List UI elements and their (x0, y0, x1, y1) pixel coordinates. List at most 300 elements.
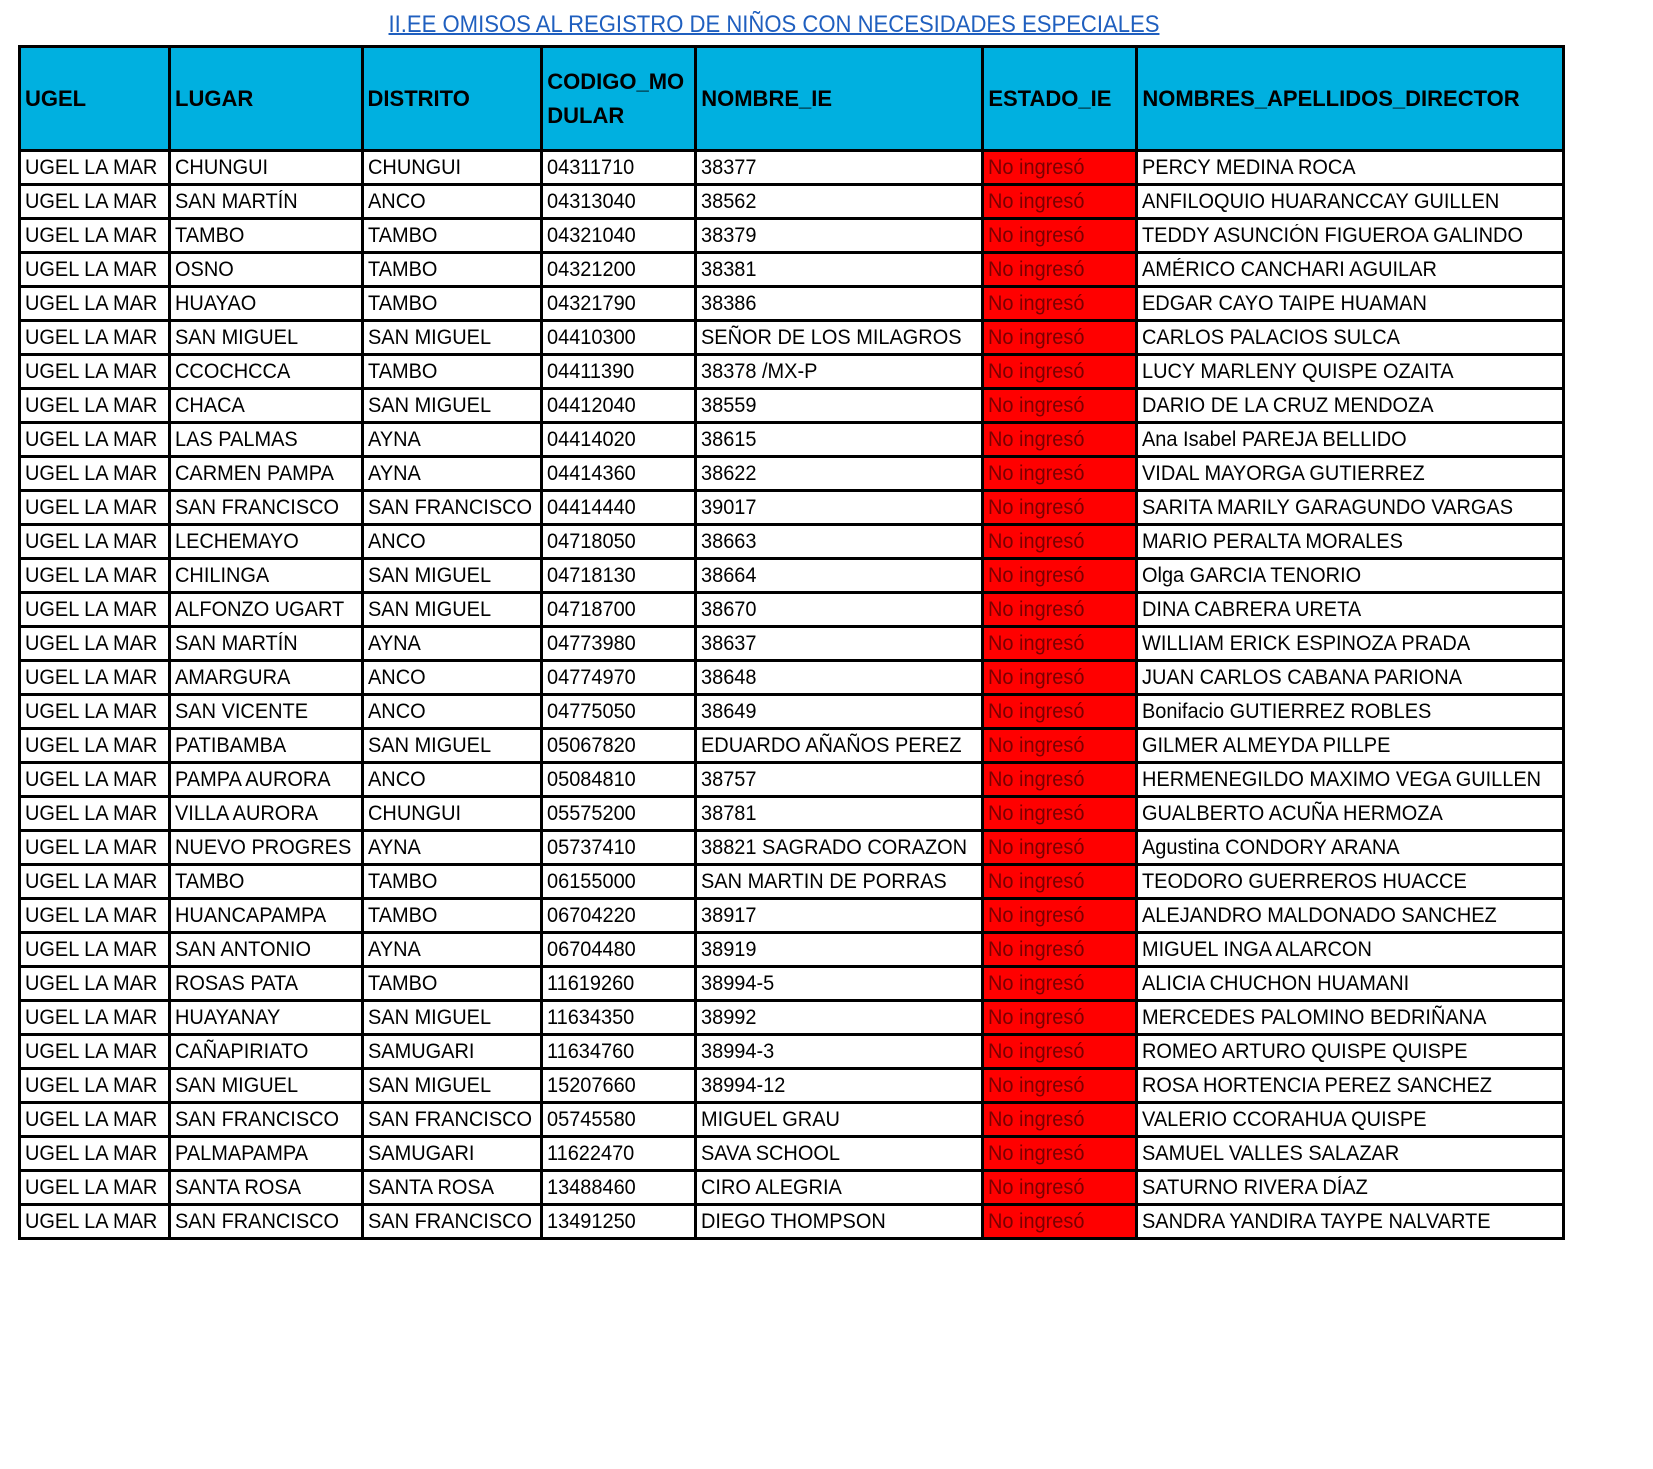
table-row (20, 899, 1564, 933)
table-row (20, 729, 1564, 763)
cell-ugel (20, 253, 170, 287)
cell-distrito (362, 695, 542, 729)
cell-nombre-ie-text: 38386 (701, 292, 757, 315)
cell-nombre-ie (696, 1035, 983, 1069)
cell-lugar-text: SAN ANTONIO (175, 938, 311, 961)
cell-nombre-ie-text: CIRO ALEGRIA (701, 1176, 843, 1199)
cell-lugar-text: PAMPA AURORA (175, 768, 331, 791)
cell-nombre-ie (696, 1205, 983, 1239)
cell-codigo-modular-text: 05067820 (547, 734, 636, 757)
cell-ugel-text: UGEL LA MAR (25, 462, 158, 485)
cell-distrito-text: SAN MIGUEL (367, 1006, 491, 1029)
cell-distrito-text: AYNA (367, 462, 421, 485)
cell-codigo-modular (542, 219, 696, 253)
cell-estado-ie-text: No ingresó (988, 802, 1085, 825)
cell-ugel-text: UGEL LA MAR (25, 904, 158, 927)
cell-lugar (170, 151, 363, 185)
cell-nombre-ie-text: 38663 (701, 530, 757, 553)
cell-nombre-ie-text: 38377 (701, 156, 757, 179)
cell-estado-ie (983, 457, 1137, 491)
cell-codigo-modular (542, 1171, 696, 1205)
cell-director-text: DARIO DE LA CRUZ MENDOZA (1142, 394, 1434, 417)
cell-lugar (170, 1205, 363, 1239)
table-row (20, 627, 1564, 661)
cell-estado-ie (983, 219, 1137, 253)
table-row (20, 967, 1564, 1001)
cell-ugel-text: UGEL LA MAR (25, 972, 158, 995)
cell-lugar (170, 899, 363, 933)
cell-codigo-modular (542, 763, 696, 797)
cell-ugel (20, 423, 170, 457)
cell-ugel (20, 831, 170, 865)
cell-director (1137, 1103, 1564, 1137)
cell-director (1137, 457, 1564, 491)
cell-nombre-ie-text: 38379 (701, 224, 757, 247)
cell-distrito (362, 1103, 542, 1137)
cell-nombre-ie (696, 729, 983, 763)
cell-ugel-text: UGEL LA MAR (25, 224, 158, 247)
cell-codigo-modular (542, 321, 696, 355)
cell-estado-ie (983, 389, 1137, 423)
cell-ugel-text: UGEL LA MAR (25, 1108, 158, 1131)
cell-codigo-modular (542, 389, 696, 423)
cell-estado-ie-text: No ingresó (988, 734, 1085, 757)
cell-estado-ie-text: No ingresó (988, 428, 1085, 451)
cell-nombre-ie-text: 38670 (701, 598, 757, 621)
cell-ugel (20, 287, 170, 321)
cell-lugar (170, 763, 363, 797)
cell-estado-ie-text: No ingresó (988, 1176, 1085, 1199)
cell-codigo-modular (542, 899, 696, 933)
cell-distrito (362, 491, 542, 525)
cell-estado-ie (983, 865, 1137, 899)
table-row (20, 797, 1564, 831)
cell-director-text: LUCY MARLENY QUISPE OZAITA (1142, 360, 1454, 383)
cell-director (1137, 933, 1564, 967)
cell-distrito-text: SAN MIGUEL (367, 326, 491, 349)
cell-codigo-modular-text: 04775050 (547, 700, 636, 723)
cell-ugel (20, 593, 170, 627)
cell-ugel-text: UGEL LA MAR (25, 496, 158, 519)
cell-codigo-modular (542, 1001, 696, 1035)
cell-estado-ie (983, 525, 1137, 559)
cell-codigo-modular (542, 933, 696, 967)
cell-codigo-modular-text: 11634760 (547, 1040, 635, 1063)
cell-estado-ie-text: No ingresó (988, 224, 1085, 247)
cell-nombre-ie-text: 38559 (701, 394, 757, 417)
cell-codigo-modular-text: 04311710 (547, 156, 635, 179)
table-row (20, 1205, 1564, 1239)
table-row (20, 457, 1564, 491)
cell-lugar (170, 1001, 363, 1035)
cell-distrito (362, 797, 542, 831)
cell-director-text: SARITA MARILY GARAGUNDO VARGAS (1142, 496, 1514, 519)
cell-distrito-text: TAMBO (367, 360, 438, 383)
table-row (20, 525, 1564, 559)
cell-estado-ie (983, 1001, 1137, 1035)
cell-distrito (362, 321, 542, 355)
cell-distrito (362, 457, 542, 491)
cell-director (1137, 253, 1564, 287)
cell-estado-ie-text: No ingresó (988, 598, 1085, 621)
cell-distrito (362, 219, 542, 253)
cell-estado-ie (983, 185, 1137, 219)
cell-director (1137, 287, 1564, 321)
cell-ugel-text: UGEL LA MAR (25, 326, 158, 349)
cell-ugel (20, 763, 170, 797)
cell-nombre-ie-text: 38562 (701, 190, 757, 213)
cell-director (1137, 321, 1564, 355)
cell-distrito (362, 559, 542, 593)
cell-estado-ie-text: No ingresó (988, 938, 1085, 961)
cell-ugel (20, 1137, 170, 1171)
cell-director (1137, 355, 1564, 389)
cell-codigo-modular-text: 06704480 (547, 938, 636, 961)
cell-distrito (362, 423, 542, 457)
cell-codigo-modular-text: 05084810 (547, 768, 636, 791)
table-row (20, 1001, 1564, 1035)
cell-estado-ie (983, 593, 1137, 627)
omisos-table (18, 45, 1565, 1240)
cell-lugar (170, 865, 363, 899)
cell-nombre-ie-text: 38648 (701, 666, 757, 689)
cell-estado-ie (983, 763, 1137, 797)
cell-estado-ie-text: No ingresó (988, 190, 1085, 213)
cell-director-text: SATURNO RIVERA DÍAZ (1142, 1176, 1369, 1199)
cell-distrito-text: SAMUGARI (367, 1040, 474, 1063)
cell-distrito-text: TAMBO (367, 972, 438, 995)
header-nombre-ie: NOMBRE_IE (696, 47, 983, 151)
cell-distrito (362, 1171, 542, 1205)
cell-director-text: ANFILOQUIO HUARANCCAY GUILLEN (1142, 190, 1500, 213)
cell-lugar-text: CHILINGA (175, 564, 270, 587)
cell-nombre-ie (696, 185, 983, 219)
cell-codigo-modular (542, 525, 696, 559)
cell-ugel (20, 559, 170, 593)
cell-distrito-text: ANCO (367, 700, 426, 723)
cell-distrito-text: CHUNGUI (367, 802, 461, 825)
cell-estado-ie (983, 1069, 1137, 1103)
cell-director-text: HERMENEGILDO MAXIMO VEGA GUILLEN (1142, 768, 1542, 791)
header-ugel: UGEL (20, 47, 170, 151)
cell-director-text: TEDDY ASUNCIÓN FIGUEROA GALINDO (1142, 224, 1524, 247)
cell-director-text: ROSA HORTENCIA PEREZ SANCHEZ (1142, 1074, 1493, 1097)
cell-estado-ie-text: No ingresó (988, 326, 1085, 349)
cell-codigo-modular-text: 15207660 (547, 1074, 636, 1097)
cell-estado-ie-text: No ingresó (988, 564, 1085, 587)
cell-codigo-modular-text: 04414020 (547, 428, 636, 451)
cell-nombre-ie-text: 38992 (701, 1006, 757, 1029)
cell-ugel-text: UGEL LA MAR (25, 428, 158, 451)
cell-director-text: VIDAL MAYORGA GUTIERREZ (1142, 462, 1426, 485)
cell-estado-ie (983, 423, 1137, 457)
cell-estado-ie (983, 661, 1137, 695)
cell-lugar-text: TAMBO (175, 870, 245, 893)
cell-estado-ie-text: No ingresó (988, 632, 1085, 655)
cell-ugel-text: UGEL LA MAR (25, 598, 158, 621)
cell-estado-ie (983, 151, 1137, 185)
cell-lugar-text: NUEVO PROGRES (175, 836, 352, 859)
cell-lugar-text: CCOCHCCA (175, 360, 291, 383)
cell-lugar (170, 1103, 363, 1137)
cell-lugar-text: AMARGURA (175, 666, 291, 689)
cell-lugar (170, 287, 363, 321)
cell-director (1137, 491, 1564, 525)
cell-nombre-ie-text: 38821 SAGRADO CORAZON (701, 836, 968, 859)
table-row (20, 559, 1564, 593)
cell-codigo-modular-text: 04414360 (547, 462, 636, 485)
cell-estado-ie (983, 967, 1137, 1001)
cell-lugar (170, 967, 363, 1001)
cell-lugar-text: SAN MIGUEL (175, 326, 299, 349)
cell-ugel (20, 1103, 170, 1137)
cell-codigo-modular-text: 05745580 (547, 1108, 636, 1131)
cell-nombre-ie (696, 1137, 983, 1171)
cell-lugar-text: VILLA AURORA (175, 802, 319, 825)
cell-codigo-modular-text: 04718700 (547, 598, 636, 621)
cell-nombre-ie-text: 38994-12 (701, 1074, 786, 1097)
cell-lugar-text: HUAYANAY (175, 1006, 281, 1029)
cell-director-text: Olga GARCIA TENORIO (1142, 564, 1362, 587)
cell-distrito-text: SAN FRANCISCO (367, 496, 532, 519)
cell-nombre-ie (696, 967, 983, 1001)
cell-nombre-ie-text: 38615 (701, 428, 757, 451)
cell-distrito (362, 627, 542, 661)
cell-codigo-modular-text: 06155000 (547, 870, 636, 893)
cell-distrito-text: TAMBO (367, 292, 438, 315)
cell-estado-ie-text: No ingresó (988, 836, 1085, 859)
table-row (20, 661, 1564, 695)
cell-director-text: VALERIO CCORAHUA QUISPE (1142, 1108, 1427, 1131)
cell-lugar (170, 185, 363, 219)
cell-lugar (170, 1035, 363, 1069)
cell-ugel (20, 865, 170, 899)
cell-distrito-text: AYNA (367, 632, 421, 655)
cell-lugar-text: CARMEN PAMPA (175, 462, 334, 485)
cell-nombre-ie (696, 389, 983, 423)
cell-codigo-modular-text: 04412040 (547, 394, 636, 417)
cell-lugar (170, 559, 363, 593)
cell-ugel (20, 389, 170, 423)
table-row (20, 185, 1564, 219)
cell-ugel (20, 355, 170, 389)
cell-estado-ie-text: No ingresó (988, 700, 1085, 723)
cell-distrito (362, 389, 542, 423)
cell-estado-ie (983, 729, 1137, 763)
cell-nombre-ie-text: 38649 (701, 700, 757, 723)
cell-lugar-text: TAMBO (175, 224, 245, 247)
cell-distrito-text: SAN FRANCISCO (367, 1210, 532, 1233)
table-row (20, 219, 1564, 253)
cell-director-text: AMÉRICO CANCHARI AGUILAR (1142, 258, 1438, 281)
cell-director (1137, 593, 1564, 627)
cell-director (1137, 899, 1564, 933)
cell-estado-ie-text: No ingresó (988, 462, 1085, 485)
cell-codigo-modular-text: 04774970 (547, 666, 636, 689)
cell-distrito (362, 593, 542, 627)
table-body (20, 151, 1564, 1239)
cell-codigo-modular (542, 355, 696, 389)
cell-director (1137, 729, 1564, 763)
cell-nombre-ie-text: 38622 (701, 462, 757, 485)
cell-director-text: GILMER ALMEYDA PILLPE (1142, 734, 1391, 757)
cell-codigo-modular (542, 559, 696, 593)
cell-nombre-ie-text: SAVA SCHOOL (701, 1142, 841, 1165)
cell-lugar-text: SAN FRANCISCO (175, 1210, 340, 1233)
cell-codigo-modular (542, 1103, 696, 1137)
cell-estado-ie (983, 933, 1137, 967)
cell-director-text: PERCY MEDINA ROCA (1142, 156, 1356, 179)
cell-director-text: EDGAR CAYO TAIPE HUAMAN (1142, 292, 1428, 315)
cell-nombre-ie-text: DIEGO THOMPSON (701, 1210, 886, 1233)
cell-ugel-text: UGEL LA MAR (25, 1142, 158, 1165)
cell-distrito-text: TAMBO (367, 224, 438, 247)
cell-codigo-modular (542, 967, 696, 1001)
cell-codigo-modular (542, 593, 696, 627)
cell-distrito-text: TAMBO (367, 870, 438, 893)
cell-ugel (20, 729, 170, 763)
cell-nombre-ie-text: 38781 (701, 802, 757, 825)
cell-estado-ie (983, 355, 1137, 389)
cell-nombre-ie-text: 38919 (701, 938, 757, 961)
cell-nombre-ie-text: 38917 (701, 904, 757, 927)
cell-director (1137, 389, 1564, 423)
cell-lugar-text: HUAYAO (175, 292, 257, 315)
cell-nombre-ie (696, 831, 983, 865)
cell-director-text: Agustina CONDORY ARANA (1142, 836, 1400, 859)
cell-nombre-ie (696, 355, 983, 389)
cell-director-text: ROMEO ARTURO QUISPE QUISPE (1142, 1040, 1468, 1063)
cell-nombre-ie (696, 423, 983, 457)
cell-estado-ie (983, 1035, 1137, 1069)
cell-ugel-text: UGEL LA MAR (25, 802, 158, 825)
cell-lugar-text: PATIBAMBA (175, 734, 287, 757)
cell-distrito (362, 1205, 542, 1239)
cell-ugel (20, 797, 170, 831)
cell-nombre-ie (696, 1001, 983, 1035)
cell-codigo-modular-text: 04411390 (547, 360, 635, 383)
cell-director (1137, 1069, 1564, 1103)
cell-codigo-modular-text: 04410300 (547, 326, 636, 349)
cell-director (1137, 763, 1564, 797)
cell-ugel-text: UGEL LA MAR (25, 360, 158, 383)
cell-lugar (170, 219, 363, 253)
cell-ugel-text: UGEL LA MAR (25, 768, 158, 791)
table-row (20, 933, 1564, 967)
cell-distrito (362, 933, 542, 967)
cell-estado-ie (983, 627, 1137, 661)
cell-estado-ie (983, 321, 1137, 355)
cell-director-text: DINA CABRERA URETA (1142, 598, 1362, 621)
cell-ugel-text: UGEL LA MAR (25, 156, 158, 179)
cell-distrito-text: AYNA (367, 836, 421, 859)
cell-lugar (170, 355, 363, 389)
cell-codigo-modular (542, 457, 696, 491)
cell-director-text: JUAN CARLOS CABANA PARIONA (1142, 666, 1463, 689)
cell-director-text: ALEJANDRO MALDONADO SANCHEZ (1142, 904, 1498, 927)
cell-ugel (20, 1069, 170, 1103)
cell-estado-ie-text: No ingresó (988, 768, 1085, 791)
cell-distrito (362, 1137, 542, 1171)
cell-ugel-text: UGEL LA MAR (25, 700, 158, 723)
table-row (20, 1171, 1564, 1205)
table-row (20, 763, 1564, 797)
cell-ugel (20, 1001, 170, 1035)
cell-codigo-modular-text: 04414440 (547, 496, 636, 519)
cell-nombre-ie-text: 39017 (701, 496, 757, 519)
cell-director-text: GUALBERTO ACUÑA HERMOZA (1142, 802, 1444, 825)
cell-estado-ie-text: No ingresó (988, 360, 1085, 383)
cell-estado-ie (983, 695, 1137, 729)
cell-estado-ie (983, 797, 1137, 831)
header-lugar: LUGAR (170, 47, 363, 151)
cell-nombre-ie (696, 797, 983, 831)
cell-nombre-ie-text: 38757 (701, 768, 757, 791)
cell-lugar (170, 1171, 363, 1205)
cell-director-text: WILLIAM ERICK ESPINOZA PRADA (1142, 632, 1471, 655)
cell-nombre-ie (696, 491, 983, 525)
cell-codigo-modular (542, 253, 696, 287)
table-row (20, 253, 1564, 287)
table-row (20, 491, 1564, 525)
cell-nombre-ie-text: 38664 (701, 564, 757, 587)
cell-codigo-modular-text: 11622470 (547, 1142, 635, 1165)
cell-distrito (362, 355, 542, 389)
cell-ugel (20, 661, 170, 695)
cell-codigo-modular (542, 661, 696, 695)
cell-distrito-text: ANCO (367, 530, 426, 553)
cell-lugar-text: SAN FRANCISCO (175, 1108, 340, 1131)
cell-estado-ie (983, 1137, 1137, 1171)
cell-estado-ie (983, 559, 1137, 593)
cell-distrito (362, 1035, 542, 1069)
cell-codigo-modular (542, 729, 696, 763)
cell-distrito-text: AYNA (367, 428, 421, 451)
cell-codigo-modular (542, 865, 696, 899)
page-title: II.EE OMISOS AL REGISTRO DE NIÑOS CON NECESIDADES ESPECIALES (388, 11, 1160, 38)
cell-distrito (362, 185, 542, 219)
cell-nombre-ie (696, 1103, 983, 1137)
cell-ugel-text: UGEL LA MAR (25, 190, 158, 213)
cell-distrito-text: CHUNGUI (367, 156, 461, 179)
cell-lugar-text: SANTA ROSA (175, 1176, 302, 1199)
cell-estado-ie-text: No ingresó (988, 904, 1085, 927)
cell-lugar-text: CAÑAPIRIATO (175, 1040, 309, 1063)
cell-codigo-modular (542, 287, 696, 321)
cell-ugel-text: UGEL LA MAR (25, 1040, 158, 1063)
cell-codigo-modular (542, 1069, 696, 1103)
cell-estado-ie (983, 1103, 1137, 1137)
cell-director (1137, 1171, 1564, 1205)
cell-nombre-ie (696, 321, 983, 355)
cell-codigo-modular (542, 1205, 696, 1239)
cell-lugar-text: HUANCAPAMPA (175, 904, 327, 927)
cell-lugar (170, 695, 363, 729)
cell-codigo-modular (542, 695, 696, 729)
table-row (20, 1069, 1564, 1103)
cell-lugar (170, 1137, 363, 1171)
cell-distrito (362, 763, 542, 797)
cell-codigo-modular (542, 831, 696, 865)
cell-distrito (362, 729, 542, 763)
cell-estado-ie (983, 1171, 1137, 1205)
table-row (20, 695, 1564, 729)
header-distrito: DISTRITO (362, 47, 542, 151)
cell-lugar (170, 627, 363, 661)
cell-estado-ie-text: No ingresó (988, 1074, 1085, 1097)
cell-ugel (20, 1205, 170, 1239)
cell-ugel (20, 491, 170, 525)
